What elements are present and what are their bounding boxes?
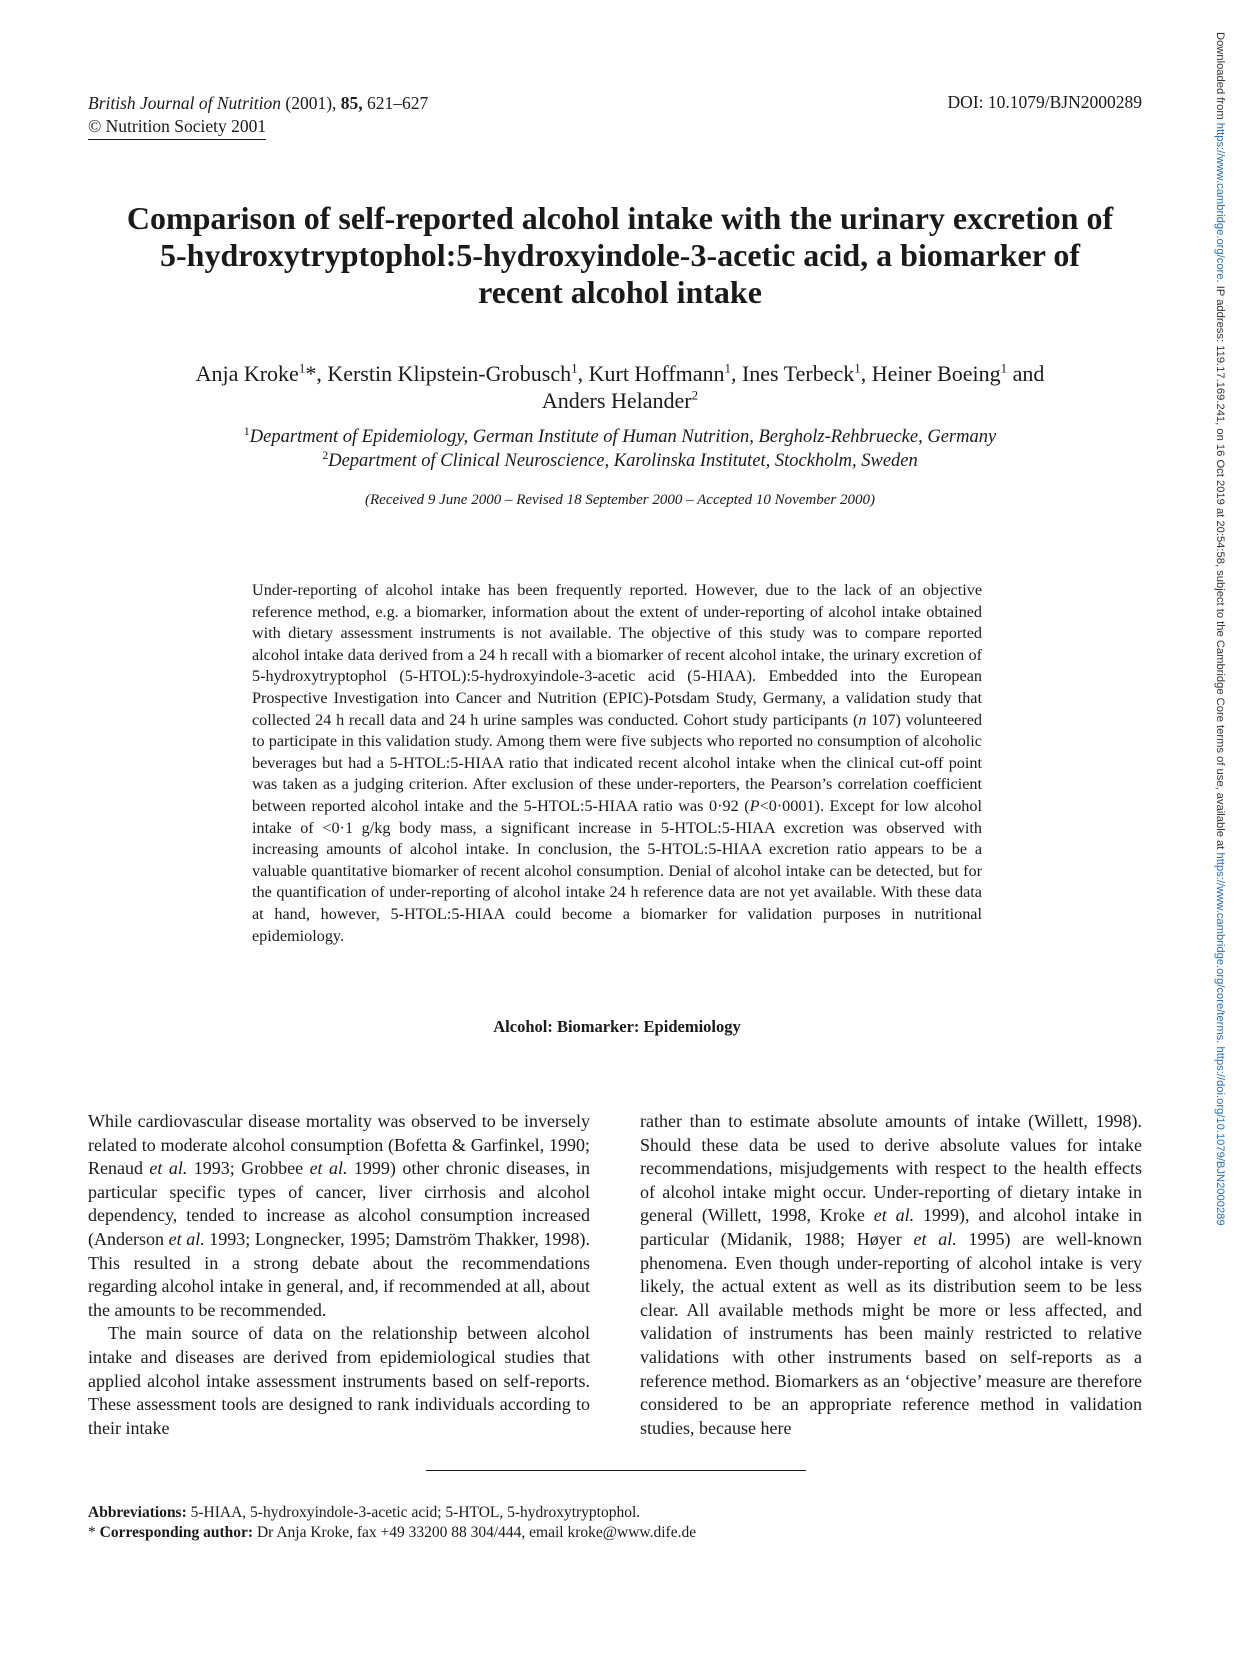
received-dates: (Received 9 June 2000 – Revised 18 September 2000 – Accepted 10 November 2000) bbox=[365, 492, 875, 508]
body-column-left bbox=[88, 1110, 590, 1440]
journal-volume: 85, bbox=[340, 93, 363, 113]
paragraph: The main source of data on the relationship between alcohol intake and diseases are derived from epidemiological studies that applied alcohol intake assessment instruments based on self-reports. These assessment tools are designed to rank individuals according to their intake bbox=[88, 1323, 590, 1438]
author-affiliation-mark: 1 bbox=[571, 360, 578, 376]
author: Anja Kroke bbox=[195, 361, 299, 386]
author-affiliation-mark: 1 bbox=[298, 360, 306, 376]
author-list: Anja Kroke$^1$*, Kerstin Klipstein-Grobusch$^1$, Kurt Hoffmann$^1$, Ines Terbeck$^1$, Heiner Boeing$^1$ and Anders Helander$^2$ bbox=[195, 360, 1045, 413]
affiliation-mark: 1 bbox=[243, 423, 250, 438]
abstract-text: Under-reporting of alcohol intake has been frequently reported. However, due to the lack of an objective reference method, e.g. a biomarker, information about the extent of under-reporting of alcohol intake obtained with dietary assessment instruments is not available. The objective of this study was to compare reported alcohol intake data derived from a 24 h recall with a biomarker of recent alcohol intake, the urinary excretion of 5-hydroxytryptophol (5-HTOL):5-hydroxyindole-3-acetic acid (5-HIAA). Embedded into the European Prospective Investigation into Cancer and Nutrition (EPIC)-Potsdam Study, Germany, a validation study that collected 24 h recall data and 24 h urine samples was conducted. Cohort study participants ( bbox=[252, 581, 982, 729]
abstract-text: <0·0001). Except for low alcohol intake of <0·1 g/kg body mass, a significant increase in 5-HTOL:5-HIAA excretion was observed with increasing amounts of alcohol intake. In conclusion, the 5-HTOL:5-HIAA excretion ratio appears to be a valuable quantitative biomarker of recent alcohol consumption. Denial of alcohol intake can be detected, but for the quantification of under-reporting of alcohol intake 24 h reference data are not yet available. With these data at hand, however, 5-HTOL:5-HIAA could become a biomarker for validation purposes in nutritional epidemiology. bbox=[252, 796, 982, 945]
author-affiliation-mark: 2 bbox=[691, 387, 699, 403]
footnotes bbox=[88, 1503, 696, 1543]
keywords: Alcohol: Biomarker: Epidemiology bbox=[493, 1017, 741, 1036]
title-line: 5-hydroxytryptophol:5-hydroxyindole-3-acetic acid, a biomarker of bbox=[160, 237, 1080, 273]
author-affiliation-mark: 1 bbox=[1000, 360, 1008, 376]
abbreviations-footnote: Abbreviations: 5-HIAA, 5-hydroxyindole-3-acetic acid; 5-HTOL, 5-hydroxytryptophol. bbox=[88, 1504, 641, 1521]
title-line: recent alcohol intake bbox=[478, 274, 762, 310]
doi: DOI: 10.1079/BJN2000289 bbox=[947, 92, 1142, 112]
author-affiliation-mark: 1 bbox=[724, 360, 731, 376]
journal-name: British Journal of Nutrition bbox=[88, 93, 282, 113]
journal-pages: 621–627 bbox=[367, 93, 429, 113]
affiliation-2 bbox=[80, 449, 1160, 473]
abstract-text: 107) volunteered to participate in this validation study. Among them were five subjects who reported no consumption of alcoholic beverages but had a 5-HTOL:5-HIAA ratio that indicated recent alcohol intake when the clinical cut-off point was taken as a judging criterion. After exclusion of these under-reporters, the Pearson’s correlation coefficient between reported alcohol intake and the 5-HTOL:5-HIAA ratio was 0·92 ( bbox=[252, 710, 982, 815]
abstract bbox=[252, 580, 982, 947]
copyright: © Nutrition Society 2001 bbox=[88, 115, 266, 140]
terms-link[interactable]: https://www.cambridge.org/core/terms bbox=[1214, 852, 1226, 1041]
author: Anders Helander bbox=[541, 388, 692, 413]
affiliation-mark: 2 bbox=[322, 447, 329, 462]
affiliation-text: Department of Clinical Neuroscience, Karolinska Institutet, Stockholm, Sweden bbox=[328, 451, 918, 471]
doi-link[interactable]: https://doi.org/10.1079/BJN2000289 bbox=[1214, 1046, 1226, 1226]
paragraph: rather than to estimate absolute amounts of intake (Willett, 1998). Should these data be used to derive absolute values for intake recommendations, misjudgements with respect to the health effects of alcohol intake might occur. Under-reporting of dietary intake in general (Willett, 1998, Kroke et al. 1999), and alcohol intake in particular (Midanik, 1988; Høyer et al. 1995) are well-known phenomena. Even though under-reporting of alcohol intake is very likely, the actual extent as well as its distribution seem to be less clear. All available methods might be more or less affected, and validation of instruments has been mainly restricted to relative validations with other instruments based on self-reports as a reference method. Biomarkers as an ‘objective’ measure are therefore considered to be an appropriate reference method in validation studies, because here bbox=[640, 1111, 1143, 1438]
author: Kurt Hoffmann bbox=[588, 361, 725, 386]
corresponding-mark: *, bbox=[305, 361, 322, 386]
affiliation-1 bbox=[80, 425, 1160, 449]
author-affiliation-mark: 1 bbox=[854, 360, 861, 376]
paragraph: While cardiovascular disease mortality was observed to be inversely related to moderate alcohol consumption (Bofetta & Garfinkel, 1990; Renaud et al. 1993; Grobbee et al. 1999) other chronic diseases, in particular specific types of cancer, liver cirrhosis and alcohol dependency, tended to increase as alcohol consumption increased (Anderson et al. 1993; Longnecker, 1995; Damström Thakker, 1998). This resulted in a strong debate about the recommendations regarding alcohol intake in general, and, if recommended at all, about the amounts to be recommended. bbox=[88, 1111, 591, 1320]
title-line: Comparison of self-reported alcohol intake with the urinary excretion of bbox=[126, 200, 1114, 236]
article-title bbox=[80, 200, 1160, 311]
author: Ines Terbeck bbox=[741, 361, 855, 386]
citation-line bbox=[88, 92, 428, 115]
cambridge-core-link[interactable]: https://www.cambridge.org/core bbox=[1214, 122, 1226, 280]
body-column-right bbox=[640, 1110, 1142, 1440]
author-conjunction: and bbox=[1012, 361, 1045, 386]
footnote-rule bbox=[426, 1470, 806, 1471]
corresponding-author-footnote: * Corresponding author: Dr Anja Kroke, fax +49 33200 88 304/444, email kroke@www.dife.de bbox=[88, 1524, 697, 1541]
journal-year: (2001), bbox=[285, 93, 337, 113]
abstract-italic: P bbox=[749, 796, 760, 815]
author: Kerstin Klipstein-Grobusch bbox=[327, 361, 572, 386]
abstract-italic: n bbox=[858, 710, 867, 729]
download-sidebar: Downloaded from https://www.cambridge.org/core. IP address: 119.17.169.241, on 16 Oct 2019 at 20:54:58, subject to the Cambridge Core terms of use, available at https://www.cambridge.org/core/terms. https://doi.org/10.1079/BJN2000289 bbox=[1214, 32, 1226, 1226]
affiliations bbox=[80, 425, 1160, 473]
author: Heiner Boeing bbox=[871, 361, 1001, 386]
affiliation-text: Department of Epidemiology, German Institute of Human Nutrition, Bergholz-Rehbruecke, Germany bbox=[249, 427, 997, 447]
journal-header bbox=[88, 92, 428, 140]
